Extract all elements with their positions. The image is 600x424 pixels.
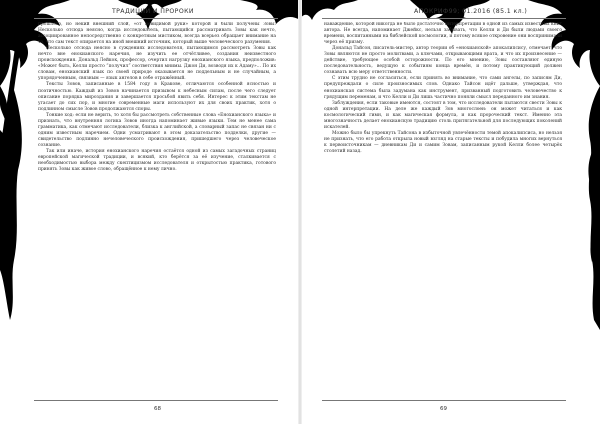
right-page (300, 0, 600, 424)
left-paragraph: Тонкие ход: если не верить, то хотя бы рассмотреть собственные слова «Енохианского языка» и признать, что внутренняя логика Зовов иногда напоминает живые языки. Тем не менее сама грамматика, как отмечают исследователи, близка к английской, а словарный запас не связан ни с одним известным наречием. Одни усматривают в этом доказательство подделки, другие — свидетельство подлинно нечеловеческого происхождения, пришедшего через человеческое сознание. (38, 112, 276, 148)
right-footer-rule (322, 400, 566, 401)
left-page-number: 68 (154, 406, 161, 412)
left-paragraph: Тексты Зовов, записанные в 1584 году в Кракове, отличаются особенной ясностью и поэтичностью. Каждый из Зовов начинается призывом к небесным силам, после чего следует описание порядка мироздания и завершается просьбой явить себя. Интерес к этим текстам не угасает до сих пор, и многие современные маги используют их для своих практик, хотя о подлинном смысле Зовов продолжаются споры. (38, 82, 276, 112)
left-footer-rule (34, 400, 278, 401)
left-paragraph: прошлого, но некий внешний слой, «от невидимой руки» которой и были получены Зовы. Несколько отсюда неясно, когда исследователь, пытающийся рассматривать Зовы как нечто, ассоциированное непосредственно с конкретным мистиком, всегда всерьез обращает внимание на то, что сам текст опирается на иной внешний источник, который выше человеческого разумения. (38, 22, 276, 46)
right-page-number: 69 (440, 406, 447, 412)
right-paragraph: С этим трудно не согласиться, если принять во внимание, что сами ангелы, по записям Ди, предупреждали о силе произносимых слов. Однако Тайсон идёт дальше, утверждая, что енохианская система была задумана как инструмент, призванный подготовить человечество к грядущим переменам, и что Келли и Ди лишь частично поняли смысл переданного им знания. (324, 76, 562, 100)
right-running-head: АПОКРИФ99; 01.2016 (85.1 кл.) (414, 8, 528, 15)
book-gutter (298, 0, 302, 424)
left-header-rule (34, 18, 278, 19)
left-body-text (38, 22, 276, 394)
right-paragraph: Заблуждения, если таковые имеются, состоят в том, что исследователи пытаются свести Зовы к одной интерпретации. На деле же каждый Зов многослоен: он может читаться и как космологический гимн, и как магическая формула, и как пророческий текст. Именно эта многозначность делает енохианскую традицию столь притягательной для последующих поколений искателей. (324, 100, 562, 130)
right-header-rule (322, 18, 566, 19)
left-paragraph: Так или иначе, история енохианского наречия остаётся одной из самых загадочных страниц европейской магической традиции, и всякий, кто берётся за её изучение, сталкивается с необходимостью выбора между скептицизмом исследователя и открытостью практика, готового принять Зовы как живое слово, обращённое к нему лично. (38, 148, 276, 173)
left-paragraph: Несколько отсюда неясно в суждениях исследователя, пытающимся рассмотреть Зовы как нечто вне енохианского наречия, не изучить ее отчётливее, создания неизвестного происхождения. Дональд Лейкок, профессор, очертил нагрузку енохианского языка, предположив: «Может быть, Келли просто “получил” соответствия мнимы. Джон Ди, возводя их к Адаму»... По их словам, енохианский язык по своей природе оказывается не поддельным и не случайным, а упорядоченным, связным — язык ангелов в себе отражённый. (38, 46, 276, 82)
right-paragraph: Дональд Тайсон, писатель-мистер, автор теории об «енохианской» апокалипсису, отмечает, что Зовы являются не просто молитвами, а ключами, открывающими врата, и что их произнесение — действие, требующее особой осторожности. По его мнению, Зовы составляют единую последовательность, ведущую к событиям конца времён, и потому практикующий должен сознавать всю меру ответственности. (324, 46, 562, 76)
right-body-text (324, 22, 562, 394)
left-running-head: ТРАДИЦИИ И ПРОРОКИ (112, 8, 194, 15)
right-paragraph: Можно было бы упрекнуть Тайсона в избыточной увлечённости темой апокалипсиса, но нельзя не признать, что его работа открыла новый взгляд на старые тексты и побудила многих вернуться к первоисточникам — дневникам Ди и самим Зовам, записанным рукой Келли более четырёх столетий назад. (324, 130, 562, 154)
right-paragraph: наваждение, которой никогда не было достаточно интерпретации в одной из самых известных книг автора. Не всегда, напоминает Джейкс, нельзя забывать, что Келли и Ди были людьми своего времени, воспитанными на библейской космологии, и потому всякое откровение они воспринимали через её призму. (324, 22, 562, 46)
